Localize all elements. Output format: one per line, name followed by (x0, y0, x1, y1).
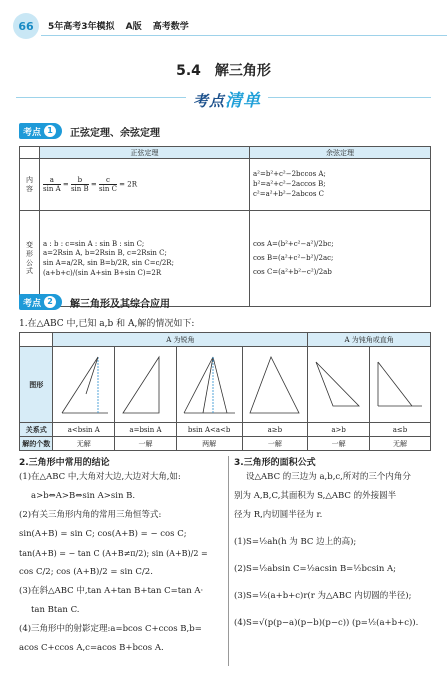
relation-cell: a<bsin A (53, 423, 115, 437)
section-name: 解三角形 (214, 63, 271, 79)
column-divider (228, 456, 229, 666)
banner-label (186, 86, 268, 111)
corner-cell (20, 147, 40, 159)
triangle-figure-icon (56, 349, 112, 419)
count-cell: 一解 (115, 437, 177, 451)
topic-title: 正弦定理、余弦定理 (70, 127, 161, 139)
triangle-figure-icon (117, 349, 173, 419)
figure-4 (242, 347, 308, 423)
triangle-figure-icon (179, 349, 239, 419)
figure-3 (176, 347, 242, 423)
count-cell: 一解 (242, 437, 308, 451)
left-heading: 2.三角形中常用的结论 (19, 458, 110, 468)
banner-label-b: 清单 (225, 91, 261, 111)
right-p0c: 径为 R,内切圆半径为 r. (234, 510, 323, 520)
row-content-head: 内容 (20, 159, 40, 211)
sine-law-cell: $\frac{a}{\text{sin A}}$ = $\frac{b}{\text{sin B}}$ = $\frac{c}{\text{sin C}}$ = 2R (40, 159, 250, 211)
frac-a: $\frac{a}{\text{sin A}}$ (43, 176, 61, 193)
edition: A版 (125, 22, 142, 32)
left-p2a: sin(A+B) = sin C; cos(A+B) = − cos C; (19, 529, 187, 539)
cos-var-3: cos C=(a²+b²−c²)/2ab (253, 267, 332, 276)
cos-law-b: b²=a²+c²−2accos B; (253, 180, 326, 189)
right-p0b: 别为 A,B,C,其面积为 S,△ABC 的外接圆半 (234, 491, 397, 501)
right-column (234, 455, 434, 633)
left-p4: (4)三角形中的射影定理:a=bcos C+ccos B,b= (19, 624, 202, 634)
figure-1 (53, 347, 115, 423)
left-column (19, 455, 224, 658)
left-p3: (3)在斜△ABC 中,tan A+tan B+tan C=tan A· (19, 586, 204, 596)
law-table (19, 146, 431, 307)
cases-intro: 1.在△ABC 中,已知 a,b 和 A,解的情况如下: (19, 319, 195, 329)
row-variant-head: 变形公式 (20, 211, 40, 307)
triangle-figure-icon (245, 349, 305, 419)
left-p2c: cos C/2; cos (A+B)/2 = sin C/2. (19, 567, 153, 577)
left-p1b: a>b⇔A>B⇔sin A>sin B. (31, 491, 136, 501)
area-formula-2: (2)S=½absin C=½acsin B=½bcsin A; (234, 564, 397, 574)
topic-1-heading (19, 123, 160, 139)
count-cell: 无解 (370, 437, 431, 451)
cos-law-c: c²=a²+b²−2abcos C (253, 189, 325, 198)
header-rule (41, 35, 447, 36)
cos-law-a: a²=b²+c²−2bccos A; (253, 170, 326, 179)
topic-title: 解三角形及其综合应用 (70, 298, 171, 310)
series-title (48, 19, 189, 32)
right-p0: 设△ABC 的三边为 a,b,c,所对的三个内角分 (246, 472, 411, 482)
area-formula-3: (3)S=½(a+b+c)r(r 为△ABC 内切圆的半径); (234, 591, 412, 601)
count-cell: 一解 (308, 437, 370, 451)
col-sine: 正弦定理 (40, 147, 250, 159)
left-p2b: tan(A+B) = − tan C (A+B≠π/2); sin (A+B)/2 = (19, 549, 208, 558)
col-cosine: 余弦定理 (250, 147, 431, 159)
relation-cell: a≤b (370, 423, 431, 437)
triangle-figure-icon (372, 354, 428, 414)
corner-cell (20, 333, 53, 347)
row-count-head: 解的个数 (20, 437, 53, 451)
count-cell: 无解 (53, 437, 115, 451)
topic-number: 2 (44, 296, 56, 308)
cos-variant-cell (250, 211, 431, 307)
cos-var-2: cos B=(a²+c²−b²)/2ac; (253, 254, 334, 263)
series-name: 5年高考3年模拟 (48, 22, 115, 32)
sine-var-2: a=2Rsin A, b=2Rsin B, c=2Rsin C; (43, 249, 167, 258)
group-acute: A 为锐角 (53, 333, 308, 347)
relation-cell: a>b (308, 423, 370, 437)
left-p4b: acos C+ccos A,c=acos B+bcos A. (19, 643, 164, 653)
left-p3b: tan Btan C. (31, 605, 80, 615)
sine-law-2r: = 2R (119, 180, 137, 189)
figure-2 (115, 347, 177, 423)
count-cell: 两解 (176, 437, 242, 451)
sine-var-3: sin A=a/2R, sin B=b/2R, sin C=c/2R; (43, 259, 174, 267)
topic-tag-text: 考点 (23, 298, 42, 309)
left-p1: (1)在△ABC 中,大角对大边,大边对大角,如: (19, 472, 181, 482)
triangle-figure-icon (311, 354, 367, 414)
row-relation-head: 关系式 (20, 423, 53, 437)
topic-number: 1 (44, 125, 56, 137)
frac-b: $\frac{b}{\text{sin B}}$ (70, 176, 89, 193)
sine-variant-cell (40, 211, 250, 307)
subject: 高考数学 (152, 22, 189, 32)
banner-label-a: 考点 (192, 92, 225, 110)
relation-cell: bsin A<a<b (176, 423, 242, 437)
cosine-law-cell (250, 159, 431, 211)
cos-var-1: cos A=(b²+c²−a²)/2bc; (253, 240, 334, 249)
figure-5 (308, 347, 370, 423)
figure-6 (370, 347, 431, 423)
sine-var-4: (a+b+c)/(sin A+sin B+sin C)=2R (43, 268, 162, 277)
topic-tag-text: 考点 (23, 127, 42, 138)
area-formula-4: (4)S=√(p(p−a)(p−b)(p−c)) (p=½(a+b+c)). (234, 618, 419, 628)
section-number: 5.4 (176, 63, 201, 79)
relation-cell: a=bsin A (115, 423, 177, 437)
cases-table (19, 332, 431, 451)
row-figure-head: 图形 (20, 347, 53, 423)
left-p2: (2)有关三角形内角的常用三角恒等式: (19, 510, 162, 520)
sine-var-1: a : b : c=sin A : sin B : sin C; (43, 239, 145, 248)
group-obtuse: A 为钝角或直角 (308, 333, 431, 347)
topic-tag (19, 294, 62, 310)
right-heading: 3.三角形的面积公式 (234, 458, 316, 468)
area-formula-1: (1)S=½ah(h 为 BC 边上的高); (234, 537, 357, 547)
page-header (0, 0, 447, 40)
summary-banner (16, 84, 431, 110)
page-number: 66 (13, 13, 39, 39)
section-title (0, 60, 447, 80)
topic-tag (19, 123, 62, 139)
frac-c: $\frac{c}{\text{sin C}}$ (99, 176, 117, 193)
topic-2-heading (19, 294, 170, 310)
relation-cell: a≥b (242, 423, 308, 437)
